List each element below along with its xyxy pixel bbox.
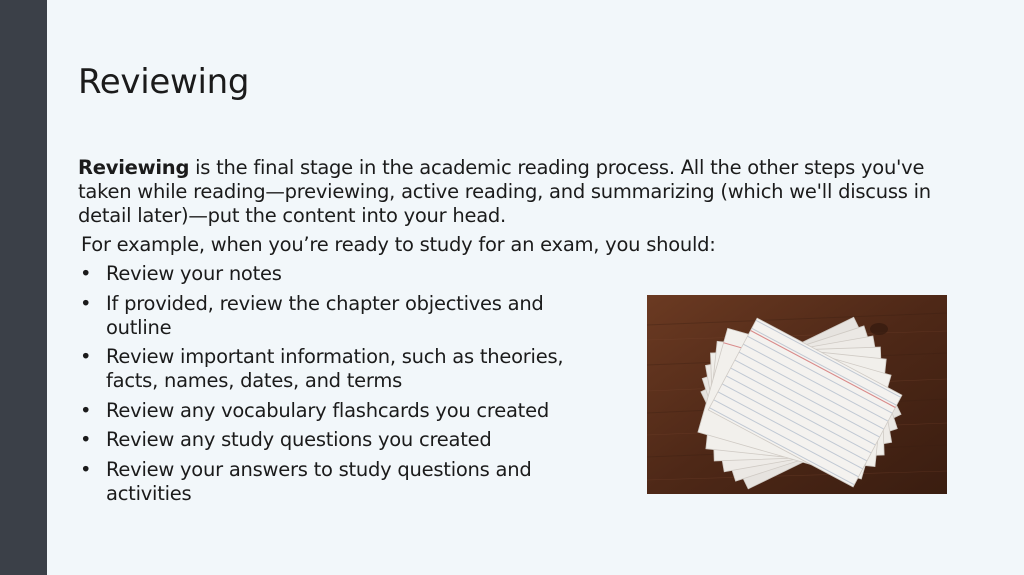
example-sentence: For example, when you’re ready to study for an exam, you should:	[81, 233, 716, 256]
intro-text: is the final stage in the academic reading process. All the other steps you've taken while reading—previewing, active reading, and summarizing (which we'll discuss in detail later)—put the content into your head.	[78, 156, 931, 227]
flashcards-photo	[647, 295, 947, 494]
bullet-dot: •	[80, 457, 92, 481]
bullet-dot: •	[80, 428, 92, 451]
intro-lead-word: Reviewing	[78, 156, 190, 179]
list-item	[80, 428, 610, 452]
list-item-text: Review any vocabulary flashcards you created	[106, 398, 549, 422]
list-item	[80, 458, 610, 506]
bullet-dot: •	[80, 398, 92, 422]
list-item-text: Review your answers to study questions and activities	[106, 457, 532, 505]
intro-paragraph	[78, 156, 938, 228]
list-item-text: If provided, review the chapter objectives and outline	[106, 291, 544, 339]
bullet-dot: •	[80, 345, 92, 368]
list-item	[80, 345, 610, 393]
list-item	[80, 399, 610, 423]
list-item-text: Review any study questions you created	[106, 428, 492, 451]
flashcard-stack	[698, 317, 902, 489]
list-item	[80, 292, 610, 340]
list-item-text: Review important information, such as theories, facts, names, dates, and terms	[106, 345, 564, 392]
slide-title: Reviewing	[78, 62, 250, 102]
bullet-dot: •	[80, 262, 92, 285]
list-item-text: Review your notes	[106, 262, 282, 285]
slide-side-bar	[0, 0, 47, 575]
flashcards-illustration	[647, 295, 947, 494]
list-item	[80, 262, 610, 286]
bullet-dot: •	[80, 291, 92, 315]
bullet-list	[80, 262, 610, 511]
